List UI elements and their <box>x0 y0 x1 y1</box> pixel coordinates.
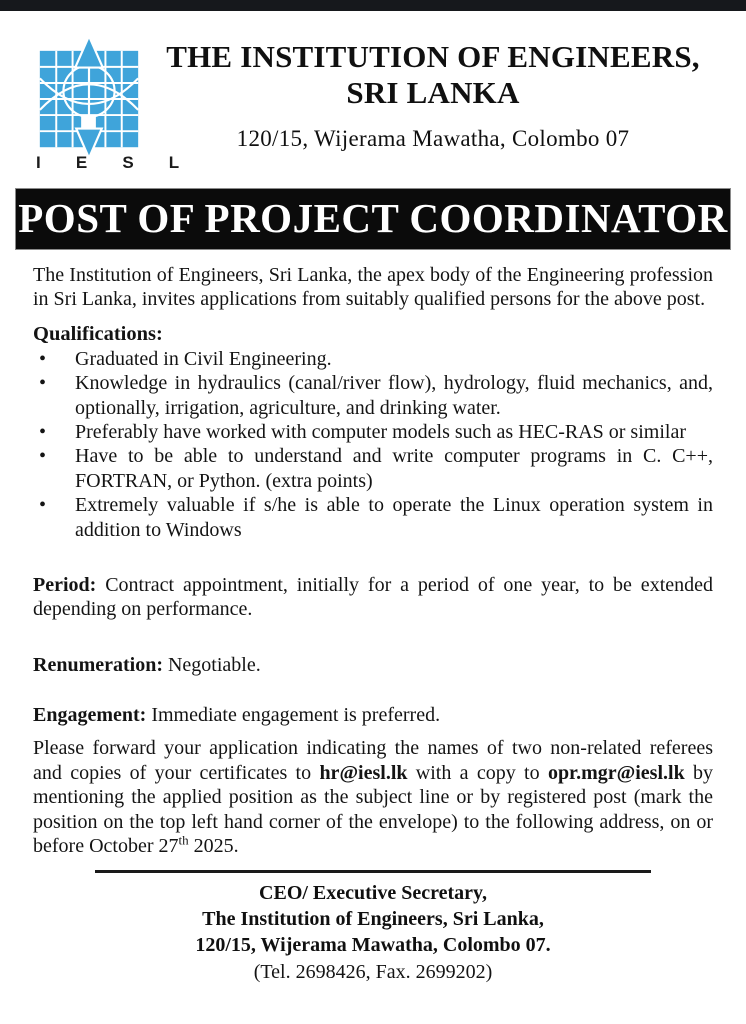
renumeration-paragraph <box>33 653 713 677</box>
application-instructions <box>33 736 713 858</box>
opr-mgr-email: opr.mgr@iesl.lk <box>547 761 685 784</box>
org-title-block <box>148 35 718 152</box>
qualification-text: Extremely valuable if s/he is able to operate the Linux operation system in addition to Windows <box>75 494 713 541</box>
intro-paragraph: The Institution of Engineers, Sri Lanka, the apex body of the Engineering profession in Sri Lanka, invites applications from suitably qualified persons for the above post. <box>33 264 713 311</box>
post-title-banner: POST OF PROJECT COORDINATOR <box>15 188 731 250</box>
qualification-item <box>33 347 713 371</box>
bullet-icon: • <box>39 347 47 370</box>
period-label: Period: <box>33 573 97 596</box>
qualification-text: Graduated in Civil Engineering. <box>75 347 332 370</box>
address-footer <box>0 870 746 984</box>
footer-ceo-line: CEO/ Executive Secretary, <box>259 882 487 905</box>
qualification-item <box>33 420 713 444</box>
qualification-item <box>33 444 713 493</box>
org-name-line2: SRI LANKA <box>346 74 520 110</box>
renumeration-label: Renumeration: <box>33 653 163 676</box>
bullet-icon: • <box>39 420 47 443</box>
qualification-item <box>33 493 713 542</box>
closing-text-2: with a copy to <box>407 761 548 784</box>
footer-org-line: The Institution of Engineers, Sri Lanka, <box>202 908 544 931</box>
advert-body <box>0 250 746 858</box>
org-name <box>148 39 718 111</box>
qualification-item <box>33 371 713 420</box>
qualification-text: Knowledge in hydraulics (canal/river flow), hydrology, fluid mechanics, and, optionally, irrigation, agriculture, and drinking water. <box>75 372 713 419</box>
engagement-text: Immediate engagement is preferred. <box>151 704 441 727</box>
engagement-paragraph <box>33 703 713 727</box>
org-address: 120/15, Wijerama Mawatha, Colombo 07 <box>236 125 630 151</box>
renumeration-text: Negotiable. <box>167 653 261 676</box>
iesl-logo <box>30 35 189 173</box>
bullet-icon: • <box>39 445 47 468</box>
scan-top-bar <box>0 0 746 11</box>
footer-divider <box>95 870 651 873</box>
bullet-icon: • <box>39 494 47 517</box>
footer-address-line: 120/15, Wijerama Mawatha, Colombo 07. <box>195 934 551 957</box>
engagement-label: Engagement: <box>33 704 147 727</box>
qualifications-heading: Qualifications: <box>33 322 163 345</box>
ordinal-suffix: th <box>178 832 189 848</box>
qualification-text: Have to be able to understand and write computer programs in C. C++, FORTRAN, or Python. (extra points) <box>75 445 713 492</box>
period-paragraph <box>33 573 713 622</box>
iesl-logo-icon <box>30 35 148 167</box>
hr-email: hr@iesl.lk <box>319 761 408 784</box>
qualifications-list <box>33 347 713 542</box>
period-text: Contract appointment, initially for a period of one year, to be extended depending on performance. <box>33 573 713 621</box>
closing-text-3: by mentioning the applied position as the subject line or by registered post (mark the position on the top left hand corner of the envelope) to the following address, on or before October 27 <box>33 761 714 858</box>
qualification-text: Preferably have worked with computer models such as HEC-RAS or similar <box>75 420 686 443</box>
bullet-icon: • <box>39 372 47 395</box>
letterhead <box>0 11 746 173</box>
closing-text-4: 2025. <box>188 835 239 858</box>
iesl-logo-letters: I E S L <box>36 153 189 172</box>
org-name-line1: THE INSTITUTION OF ENGINEERS, <box>166 39 700 74</box>
footer-tel-fax: (Tel. 2698426, Fax. 2699202) <box>253 961 493 984</box>
closing-text-1: Please forward your application indicating the names of two non-related referees and copies of your certificates to <box>33 737 713 784</box>
